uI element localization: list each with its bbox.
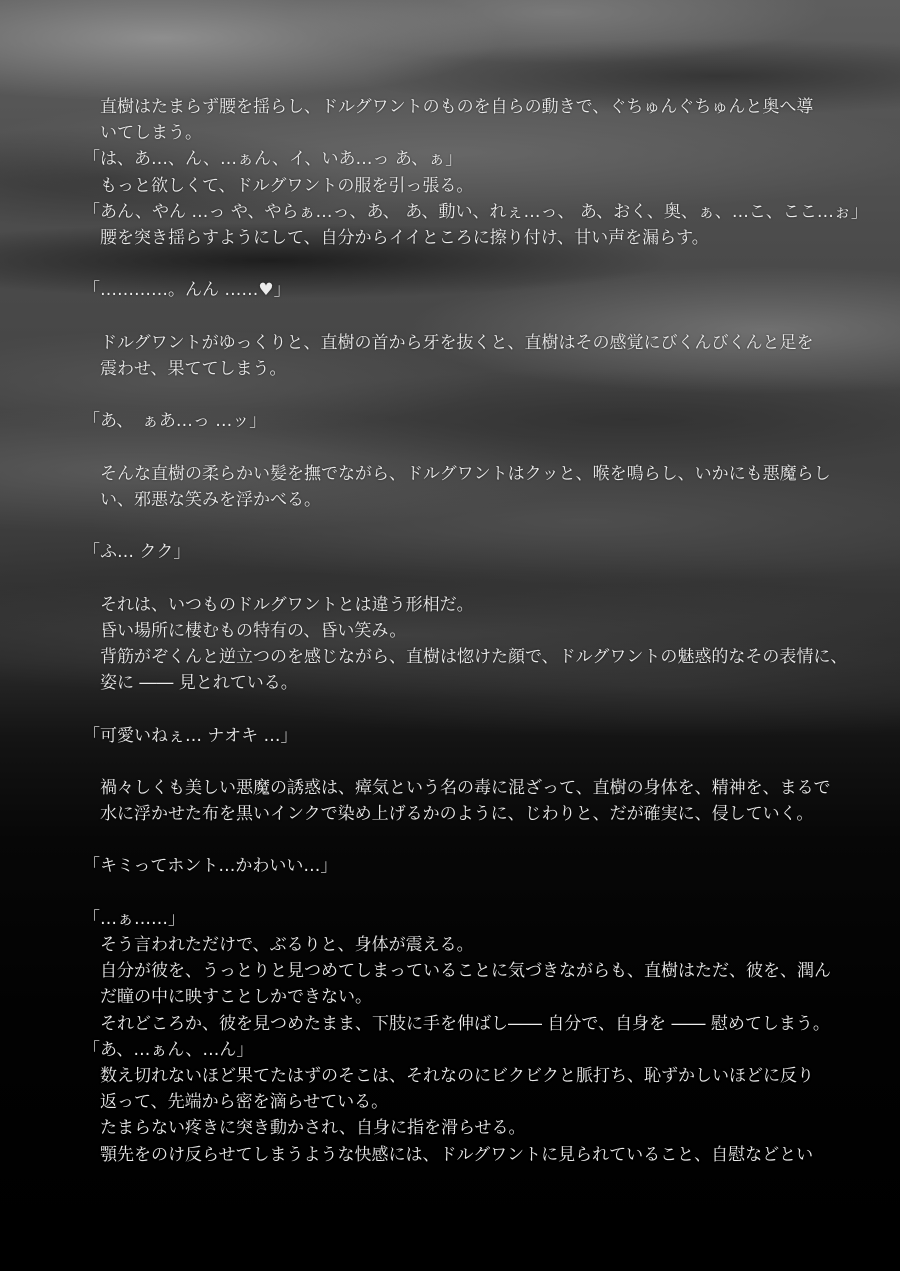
paragraph-gap <box>83 382 883 408</box>
narration-line: たまらない疼きに突き動かされ、自身に指を滑らせる。 <box>100 1118 526 1139</box>
dialogue-line: 「キミってホント…かわいい…」 <box>83 856 338 877</box>
dialogue-line: 「あ、 ぁあ…っ …ッ」 <box>83 411 267 432</box>
paragraph-gap <box>83 696 883 722</box>
narration-line: 顎先をのけ反らせてしまうような快感には、ドルグワントに見られていること、自慰などとい <box>100 1144 814 1165</box>
dialogue-line: 「ふ… クク」 <box>83 542 191 563</box>
paragraph-gap <box>83 434 883 460</box>
narration-line: それどころか、彼を見つめたまま、下肢に手を伸ばし―― 自分で、自身を ―― 慰めてしまう。 <box>100 1013 830 1034</box>
narration-line: 返って、先端から密を滴らせている。 <box>100 1092 389 1113</box>
narration-line: そう言われただけで、ぶるりと、身体が震える。 <box>100 935 474 955</box>
narration-line: それは、いつものドルグワントとは違う形相だ。 <box>100 594 474 615</box>
narration-line: 震わせ、果ててしまう。 <box>100 358 287 379</box>
paragraph-gap <box>83 304 883 330</box>
dialogue-line: 「あん、やん …っ や、やらぁ…っ、あ、 あ、動い、れぇ…っ、 あ、おく、奥、ぁ、…こ、ここ…ぉ」 <box>83 201 868 222</box>
dialogue-line: 「…ぁ……」 <box>83 908 185 929</box>
narration-line: いてしまう。 <box>100 123 202 144</box>
paragraph-gap <box>83 880 883 906</box>
narration-line: 数え切れないほど果てたはずのそこは、それなのにビクビクと脈打ち、恥ずかしいほどに反り <box>100 1065 814 1086</box>
narration-line: もっと欲しくて、ドルグワントの服を引っ張る。 <box>100 175 474 196</box>
narration-line: 水に浮かせた布を黒いインクで染め上げるかのように、じわりと、だが確実に、侵していく。 <box>100 804 814 825</box>
dialogue-line: 「可愛いねぇ… ナオキ …」 <box>83 725 298 746</box>
narration-line: い、邪悪な笑みを浮かべる。 <box>100 489 321 510</box>
paragraph-gap <box>83 749 883 775</box>
narration-line: 昏い場所に棲むもの特有の、昏い笑み。 <box>100 620 407 641</box>
narration-line: ドルグワントがゆっくりと、直樹の首から牙を抜くと、直樹はその感覚にびくんびくんと足を <box>100 332 814 353</box>
paragraph-gap <box>83 565 883 591</box>
paragraph-gap <box>83 513 883 539</box>
narration-line: 直樹はたまらず腰を揺らし、ドルグワントのものを自らの動きで、ぐちゅんぐちゅんと奥へ導 <box>100 97 814 117</box>
narration-line: 自分が彼を、うっとりと見つめてしまっていることに気づきながらも、直樹はただ、彼を、潤ん <box>100 961 831 982</box>
dialogue-line: 「あ、…ぁん、…ん」 <box>83 1039 254 1060</box>
narration-line: 姿に ―― 見とれている。 <box>100 673 298 694</box>
paragraph-gap <box>83 827 883 853</box>
narration-line: だ瞳の中に映すことしかできない。 <box>100 987 372 1008</box>
narration-line: 禍々しくも美しい悪魔の誘惑は、瘴気という名の毒に混ざって、直樹の身体を、精神を、まるで <box>100 777 831 798</box>
narration-line: 背筋がぞくんと逆立つのを感じながら、直樹は惚けた顔で、ドルグワントの魅惑的なその表情に、 <box>100 646 848 667</box>
narration-line: そんな直樹の柔らかい髪を撫でながら、ドルグワントはクッと、喉を鳴らし、いかにも悪魔らし <box>100 463 831 484</box>
narration-line: 腰を突き揺らすようにして、自分からイイところに擦り付け、甘い声を漏らす。 <box>100 227 709 248</box>
dialogue-line: 「…………。んん ……♥」 <box>83 280 291 301</box>
novel-text-block <box>83 94 883 1168</box>
paragraph-gap <box>83 251 883 277</box>
dialogue-line: 「は、あ…、ん、…ぁん、イ、いあ…っ あ、ぁ」 <box>83 149 463 170</box>
